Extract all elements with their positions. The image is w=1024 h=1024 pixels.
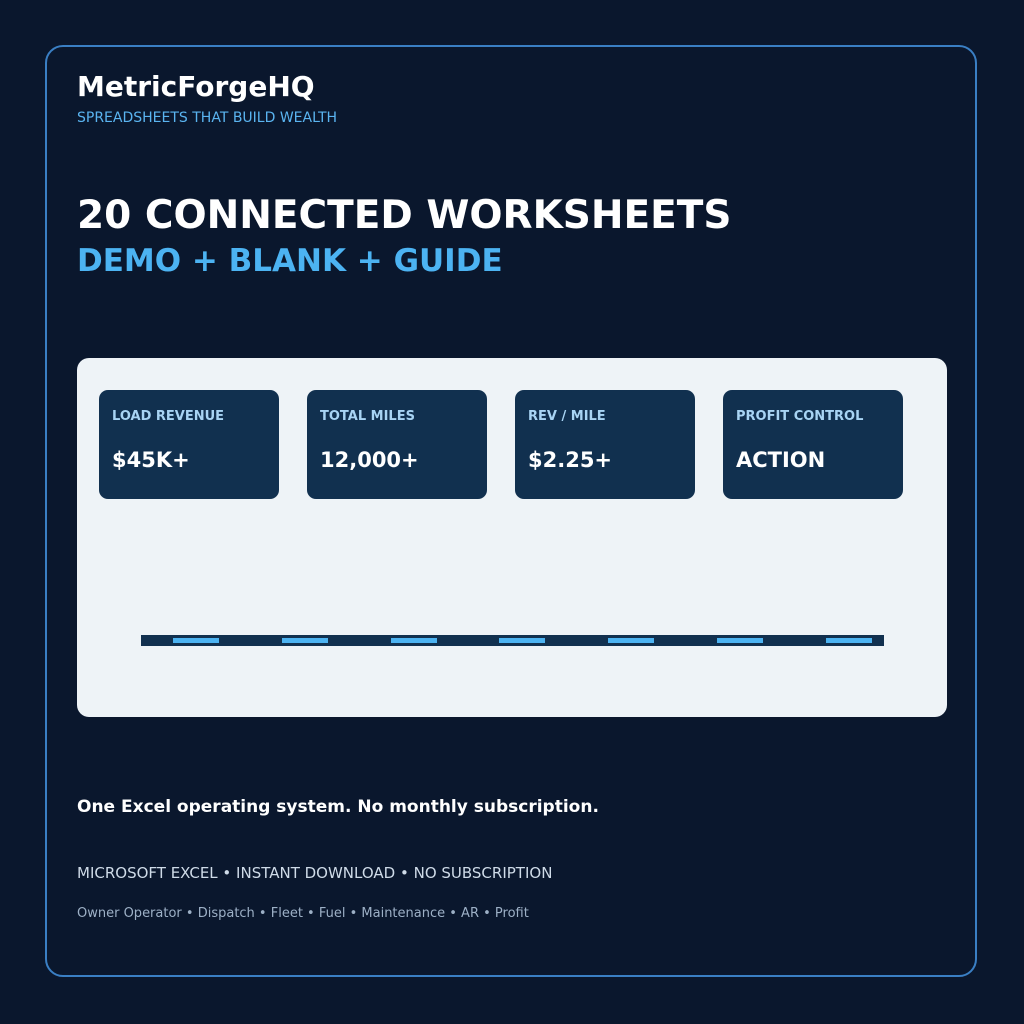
lane-dash xyxy=(717,638,763,643)
metric-card-profit-control xyxy=(723,390,903,499)
metric-card-label: REV / MILE xyxy=(528,409,606,424)
metric-card-label: TOTAL MILES xyxy=(320,409,415,424)
metric-card-value: $2.25+ xyxy=(528,448,613,472)
lane-dash xyxy=(499,638,545,643)
lane-dash xyxy=(826,638,872,643)
lane-dash xyxy=(173,638,219,643)
subheadline: DEMO + BLANK + GUIDE xyxy=(77,243,503,279)
lane-dash xyxy=(391,638,437,643)
metric-card-value: ACTION xyxy=(736,448,826,472)
dashboard-preview-panel xyxy=(77,358,947,717)
lane-dash xyxy=(282,638,328,643)
metric-card-value: $45K+ xyxy=(112,448,190,472)
metric-card-label: PROFIT CONTROL xyxy=(736,409,864,424)
road-track-decoration xyxy=(141,635,884,646)
value-statement: One Excel operating system. No monthly subscription. xyxy=(77,797,599,817)
lane-dash xyxy=(608,638,654,643)
metric-card-rev-per-mile xyxy=(515,390,695,499)
metric-card-label: LOAD REVENUE xyxy=(112,409,225,424)
headline: 20 CONNECTED WORKSHEETS xyxy=(77,193,732,238)
brand-name: MetricForgeHQ xyxy=(77,70,315,103)
feature-list: MICROSOFT EXCEL • INSTANT DOWNLOAD • NO SUBSCRIPTION xyxy=(77,864,553,882)
metric-card-value: 12,000+ xyxy=(320,448,419,472)
metric-card-total-miles xyxy=(307,390,487,499)
brand-tagline: SPREADSHEETS THAT BUILD WEALTH xyxy=(77,110,338,126)
metric-card-load-revenue xyxy=(99,390,279,499)
category-list: Owner Operator • Dispatch • Fleet • Fuel • Maintenance • AR • Profit xyxy=(77,906,529,921)
